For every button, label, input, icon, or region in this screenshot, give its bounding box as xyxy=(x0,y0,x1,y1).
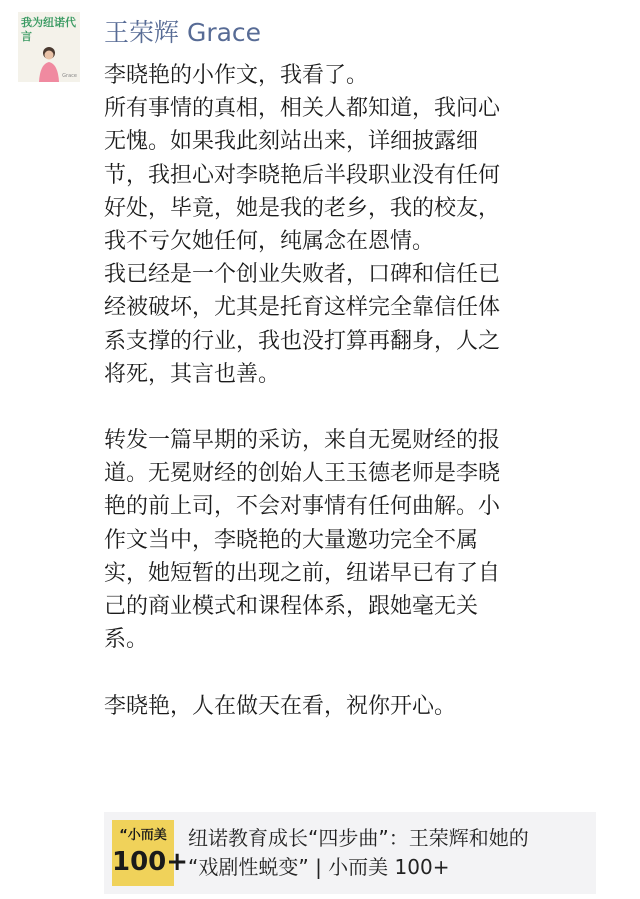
post-line: 李晓艳的小作文，我看了。 xyxy=(104,63,369,88)
post-line: 实，她短暂的出现之前，纽诺早已有了自 xyxy=(104,560,501,586)
post-line: 作文当中，李晓艳的大量邀功完全不属 xyxy=(104,527,479,553)
post-line: 转发一篇早期的采访，来自无冕财经的报 xyxy=(104,428,501,454)
post-line: 李晓艳，人在做天在看，祝你开心。 xyxy=(104,693,457,719)
article-title-line: 纽诺教育成长“四步曲”：王荣辉和她的 xyxy=(188,826,529,850)
post-line: 好处，毕竟，她是我的老乡，我的校友， xyxy=(104,195,501,221)
article-thumbnail xyxy=(112,820,189,886)
post-line: 无愧。如果我此刻站出来，详细披露细 xyxy=(104,129,479,155)
post-line: 己的商业模式和课程体系，跟她毫无关 xyxy=(104,594,479,619)
post-line: 节，我担心对李晓艳后半段职业没有任何 xyxy=(104,162,501,188)
author-name[interactable]: 王荣辉 Grace xyxy=(104,18,262,47)
avatar[interactable] xyxy=(18,12,80,82)
post-line: 系。 xyxy=(104,627,149,653)
post-line: 系支撑的行业，我也没打算再翻身，人之 xyxy=(104,328,501,354)
post-line: 道。无冕财经的创始人王玉德老师是李晓 xyxy=(104,461,501,487)
thumbnail-label: “小而美 xyxy=(119,828,167,843)
paragraph-gap xyxy=(104,391,619,424)
person-photo-icon xyxy=(36,46,62,82)
thumbnail-number: 100+ xyxy=(112,847,189,877)
post-line: 我已经是一个创业失败者，口碑和信任已 xyxy=(104,262,501,288)
post-line: 所有事情的真相，相关人都知道，我问心 xyxy=(104,96,501,122)
article-title-line: “戏剧性蜕变” | 小而美 100+ xyxy=(188,855,450,879)
post-body xyxy=(104,59,619,723)
avatar-caption: Grace xyxy=(62,73,77,79)
post-line: 我不亏欠她任何，纯属念在恩情。 xyxy=(104,228,435,254)
post-line: 将死，其言也善。 xyxy=(104,361,281,387)
shared-article-card[interactable] xyxy=(104,812,596,894)
paragraph-gap xyxy=(104,656,619,689)
article-title xyxy=(188,824,590,882)
post-line: 经被破坏，尤其是托育这样完全靠信任体 xyxy=(104,295,501,321)
avatar-slogan: 我为纽诺代言 xyxy=(21,16,76,43)
post-line: 艳的前上司，不会对事情有任何曲解。小 xyxy=(104,494,501,520)
